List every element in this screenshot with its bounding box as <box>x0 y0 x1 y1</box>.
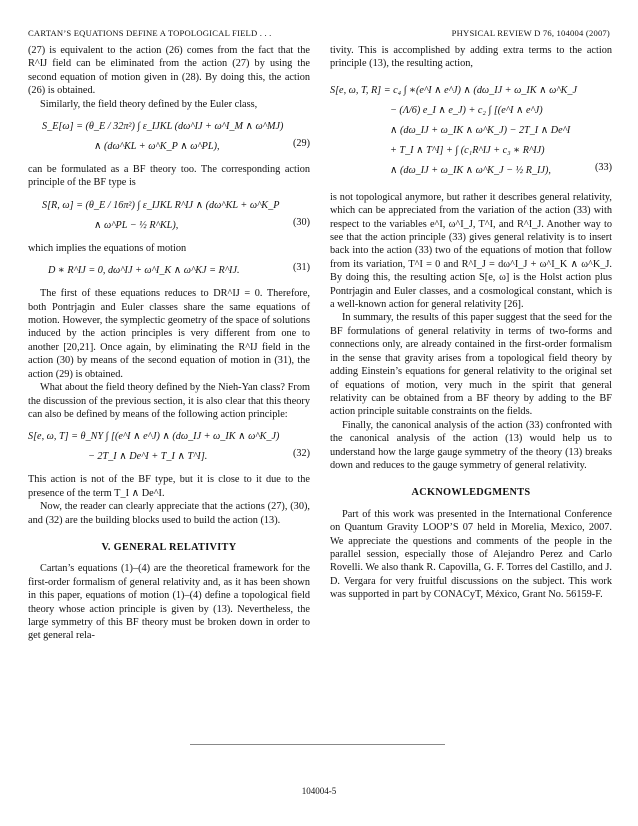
left-column <box>28 44 310 643</box>
equation-number: (30) <box>293 216 310 228</box>
equation-32 <box>28 427 310 467</box>
equation-31 <box>28 261 310 281</box>
equation-line: S_E[ω] = (θ_E / 32π²) ∫ ε_IJKL (dω^IJ + ω^I_M ∧ ω^MJ) <box>42 121 284 133</box>
section-heading: V. GENERAL RELATIVITY <box>101 541 237 553</box>
page-number: 104004-5 <box>301 786 337 796</box>
paragraph: The first of these equations reduces to DR^IJ = 0. Therefore, both Pontrjagin and Euler classes share the same equations of motion. However, the symplectic geometry of the space of solutions induced by the action principles is very different from one to another [20,21]. Once again, by eliminating the R^IJ field in the action (30) by means of the second equation of motion in (31), the action (29) is obtained. <box>28 288 310 380</box>
equation-line: ∧ (dω_IJ + ω_IK ∧ ω^K_J − ½ R_IJ), <box>390 164 551 176</box>
equation-line: S[e, ω, T] = θ_NY ∫ [(e^I ∧ e^J) ∧ (dω_IJ + ω_IK ∧ ω^K_J) <box>28 431 280 443</box>
equation-number: (29) <box>293 138 310 150</box>
equation-number: (31) <box>293 262 310 274</box>
equation-line: D ∗ R^IJ = 0, dω^IJ + ω^I_K ∧ ω^KJ = R^IJ. <box>48 265 240 277</box>
equation-line: S[R, ω] = (θ_E / 16π²) ∫ ε_IJKL R^IJ ∧ (dω^KL + ω^K_P <box>42 199 280 211</box>
equation-line: ∧ ω^PL − ½ R^KL), <box>94 219 179 231</box>
paragraph: In summary, the results of this paper suggest that the seed for the BF formulations of general relativity in terms of two-forms and connections only, are already contained in the first-order formalism in the sense that gravity arises from a topological field theory by adding Einstein’s equations for general relativity to the original set of equations of motion, very much in the spirit that general relativity can be obtained from a BF theory by adding to the BF action principle suitable constraints on the fields. <box>330 312 612 418</box>
paragraph: What about the field theory defined by the Nieh-Yan class? From the discussion of the previous section, it is also clear that this theory can also be defined by means of the following action principle: <box>28 382 310 420</box>
paragraph: Finally, the canonical analysis of the action (33) confronted with the canonical analysis of the action (13) would help us to understand how the large gauge symmetry of the theory (13) breaks down and reduces to the gauge symmetry of general relativity. <box>330 419 612 471</box>
footer-rule <box>190 744 445 745</box>
paragraph: (27) is equivalent to the action (26) comes from the fact that the R^IJ field can be eliminated from the action (27) by using the second equation of motion given in (28). By doing this, the action (26) is obtained. <box>28 45 310 97</box>
running-title: CARTAN’S EQUATIONS DEFINE A TOPOLOGICAL FIELD . . . <box>28 28 272 38</box>
paragraph: tivity. This is accomplished by adding extra terms to the action principle (13), the resulting action, <box>330 45 612 70</box>
paragraph: Cartan’s equations (1)–(4) are the theoretical framework for the first-order formalism of general relativity and, as it has been shown in this paper, equations of motion (1)–(4) define a topological field theory whose action principle is given by (13). Nevertheless, the large symmetry of this BF theory must be broken down in order to get general rela- <box>28 563 310 642</box>
paragraph: This action is not of the BF type, but it is close to it due to the presence of the term T_I ∧ De^I. <box>28 474 310 499</box>
equation-33 <box>330 81 612 181</box>
paragraph: which implies the equations of motion <box>28 242 187 254</box>
equation-number: (33) <box>595 161 612 173</box>
paragraph: Part of this work was presented in the International Conference on Quantum Gravity LOOP’S 07 held in Morelia, Mexico, 2007. We appreciate the questions and comments of the people in the parallel session, especially those of Alejandro Perez and Carlo Rovelli. We also thank R. Capovilla, G. F. Torres del Castillo, and J. D. Vergara for very fruitful discussions on the subject. This work was supported in part by CONACyT, México, Grant No. 56159-F. <box>330 508 612 601</box>
right-column <box>330 44 612 602</box>
paragraph: is not topological anymore, but rather it describes general relativity, which can be appreciated from the variation of the action (33) with respect to the variables e^I, ω^I_J, T^I, and R^I_J. Another way to see that the action principle (33) gives general relativity is to insert back into the action (33) two of the equations of motion that follow from its variation, T^I = 0 and R^I_J = dω^I_J + ω^I_K ∧ ω^K_J. By doing this, the resulting action S[e, ω] is the Holst action plus Pontrjagin and Euler classes, and a cosmological constant, which is a well-known action for general relativity [26]. <box>330 191 612 311</box>
equation-line: S[e, ω, T, R] = c₄ ∫ ∗(e^I ∧ e^J) ∧ (dω_IJ + ω_IK ∧ ω^K_J <box>330 84 578 96</box>
acknowledgments-heading: ACKNOWLEDGMENTS <box>411 487 531 499</box>
paragraph: can be formulated as a BF theory too. The corresponding action principle of the BF type is <box>28 164 310 189</box>
equation-line: − (Λ/6) e_I ∧ e_J) + c₂ ∫ [(e^I ∧ e^J) <box>390 104 543 116</box>
running-header <box>28 28 610 40</box>
equation-line: + T_I ∧ T^I] + ∫ (c₁R^IJ + c₃ ∗ R^IJ) <box>390 144 545 156</box>
paragraph: Similarly, the field theory defined by the Euler class, <box>40 98 258 110</box>
paragraph: Now, the reader can clearly appreciate that the actions (27), (30), and (32) are the building blocks used to build the action (13). <box>28 501 310 526</box>
equation-number: (32) <box>293 448 310 460</box>
equation-29 <box>28 117 310 157</box>
equation-30 <box>28 196 310 236</box>
journal-citation: PHYSICAL REVIEW D 76, 104004 (2007) <box>451 28 610 38</box>
equation-line: − 2T_I ∧ De^I + T_I ∧ T^I]. <box>88 451 208 463</box>
equation-line: ∧ (dω_IJ + ω_IK ∧ ω^K_J) − 2T_I ∧ De^I <box>390 124 571 136</box>
equation-line: ∧ (dω^KL + ω^K_P ∧ ω^PL), <box>94 141 220 153</box>
